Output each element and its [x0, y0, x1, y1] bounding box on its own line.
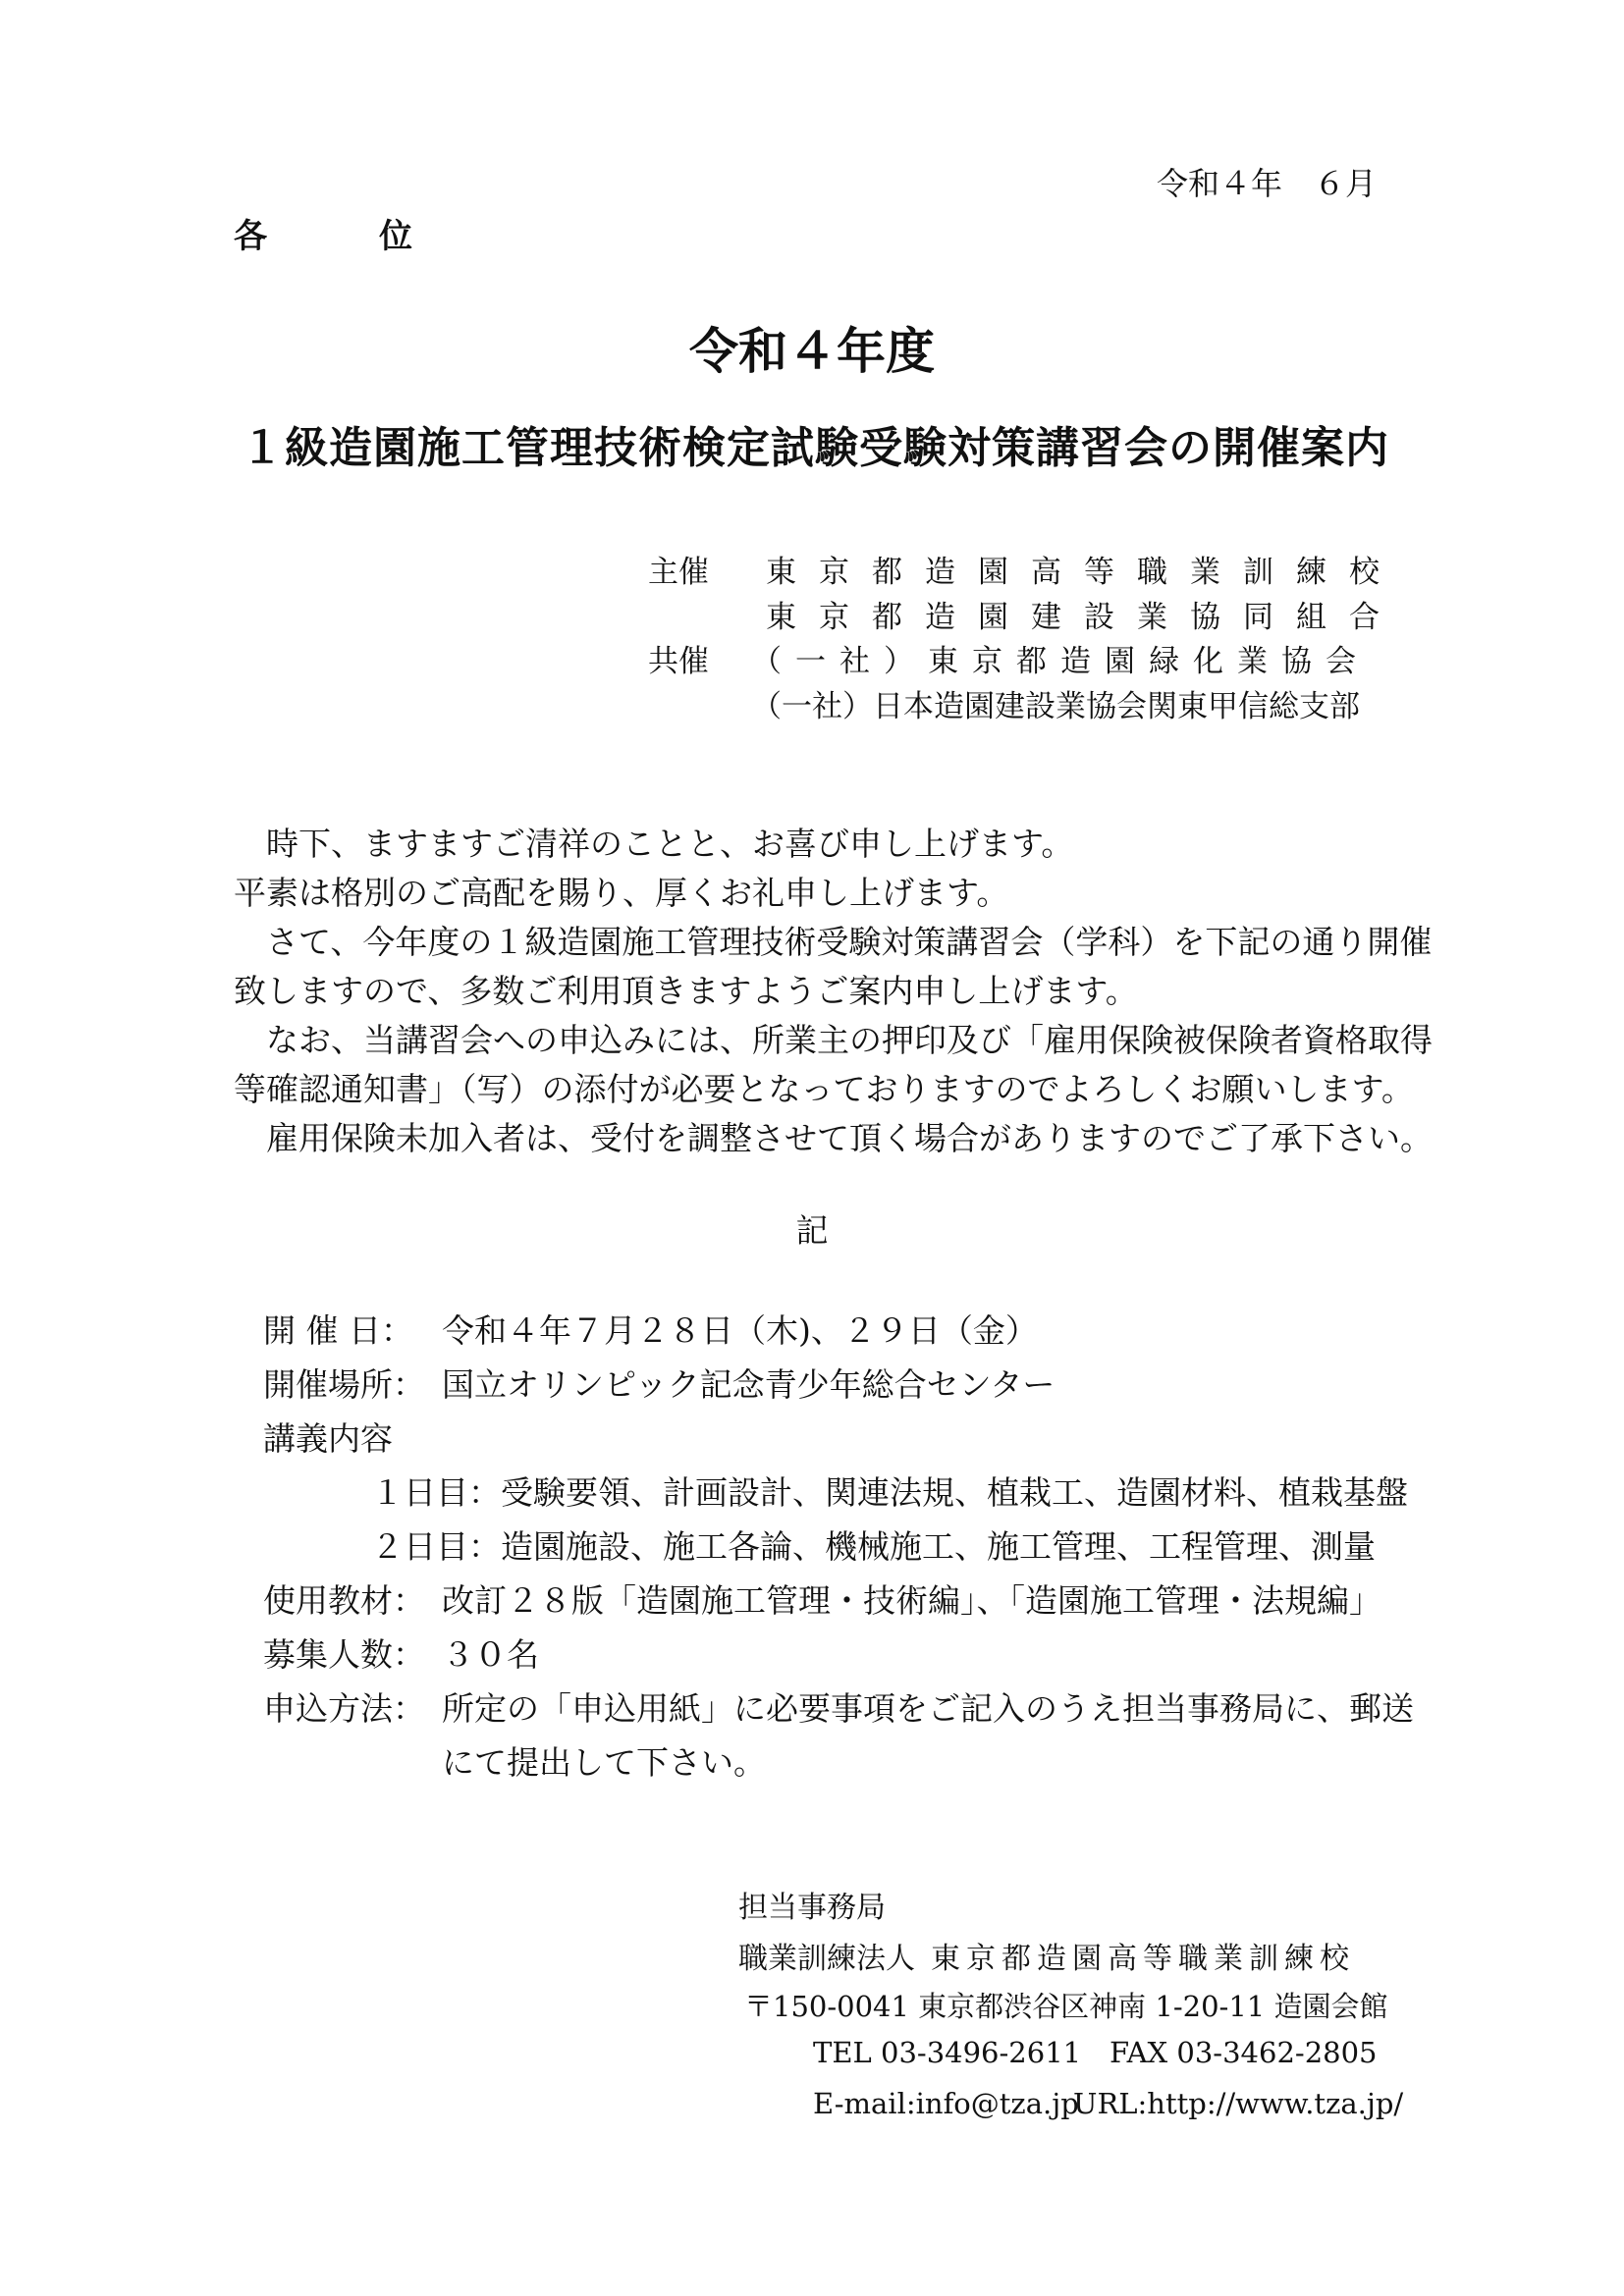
- cohost-2: （一社）日本造園建設業協会関東甲信総支部: [751, 689, 1360, 724]
- title-main: １級造園施工管理技術検定試験受験対策講習会の開催案内: [241, 423, 1389, 473]
- cohost-1: （一社）東京都造園緑化業協会: [751, 644, 1370, 679]
- cohost-label: 共催: [648, 644, 709, 679]
- office-email[interactable]: E-mail:info@tza.jp: [813, 2087, 1079, 2120]
- office-fax: FAX 03-3462-2805: [1110, 2036, 1378, 2069]
- date-value: 令和４年７月２８日（木)、２９日（金）: [442, 1311, 1038, 1350]
- apply-value-line-1: 所定の「申込用紙」に必要事項をご記入のうえ担当事務局に、郵送: [442, 1689, 1414, 1728]
- venue-label: 開催場所：: [263, 1365, 425, 1404]
- office-url[interactable]: URL:http://www.tza.jp/: [1073, 2087, 1404, 2120]
- content-day-1: １日目：受験要領、計画設計、関連法規、植栽工、造園材料、植栽基盤: [371, 1473, 1408, 1512]
- body-line-1: 時下、ますますご清祥のことと、お喜び申し上げます。: [234, 825, 1074, 863]
- office-name-prefix: 職業訓練法人: [738, 1942, 915, 1976]
- venue-value: 国立オリンピック記念青少年総合センター: [442, 1365, 1056, 1404]
- office-tel: TEL 03-3496-2611: [813, 2036, 1082, 2069]
- body-line-4: 致しますので、多数ご利用頂きますようご案内申し上げます。: [234, 972, 1138, 1010]
- host-label: 主催: [648, 555, 709, 590]
- material-value: 改訂２８版「造園施工管理・技術編」、「造園施工管理・法規編」: [442, 1581, 1381, 1620]
- capacity-label: 募集人数：: [263, 1635, 425, 1674]
- capacity-value: ３０名: [442, 1635, 539, 1674]
- apply-value-line-2: にて提出して下さい。: [442, 1743, 766, 1782]
- body-line-2: 平素は格別のご高配を賜り、厚くお礼申し上げます。: [234, 874, 1009, 912]
- body-line-6: 等確認通知書」（写）の添付が必要となっておりますのでよろしくお願いします。: [234, 1070, 1414, 1108]
- body-line-3: さて、今年度の１級造園施工管理技術受験対策講習会（学科）を下記の通り開催: [234, 923, 1433, 961]
- content-label: 講義内容: [263, 1419, 393, 1458]
- host-1: 東京都造園高等職業訓練校: [766, 555, 1402, 590]
- office-address: 〒150-0041 東京都渋谷区神南 1-20-11 造園会館: [744, 1990, 1388, 2023]
- ki-heading: 記: [795, 1211, 829, 1250]
- date-label: 開 催 日：: [263, 1311, 413, 1350]
- host-2: 東京都造園建設業協同組合: [766, 600, 1402, 635]
- apply-label: 申込方法：: [263, 1689, 425, 1728]
- office-label: 担当事務局: [738, 1891, 886, 1925]
- content-day-2: ２日目：造園施設、施工各論、機械施工、施工管理、工程管理、測量: [371, 1527, 1376, 1566]
- title-year: 令和４年度: [689, 323, 935, 380]
- material-label: 使用教材：: [263, 1581, 425, 1620]
- body-line-7: 雇用保険未加入者は、受付を調整させて頂く場合がありますのでご了承下さい。: [234, 1119, 1433, 1157]
- office-name: 東京都造園高等職業訓練校: [931, 1942, 1355, 1976]
- issue-date: 令和４年 ６月: [1156, 165, 1377, 202]
- addressee: 各 位: [234, 217, 452, 256]
- body-line-5: なお、当講習会への申込みには、所業主の押印及び「雇用保険被保険者資格取得: [234, 1021, 1433, 1059]
